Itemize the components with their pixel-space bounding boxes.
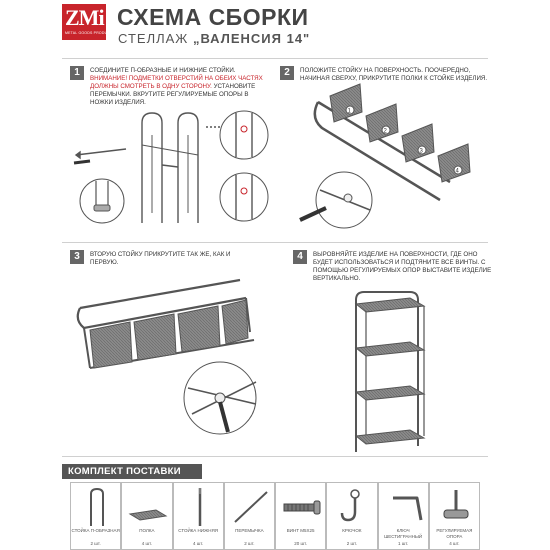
- kit-item-label: РЕГУЛИРУЕМАЯ ОПОРА: [436, 528, 473, 539]
- step-text: ВЫРОВНЯЙТЕ ИЗДЕЛИЕ НА ПОВЕРХНОСТИ, ГДЕ ОНО БУДЕТ ИСПОЛЬЗОВАТЬСЯ И ПОДТЯНИТЕ ВСЕ ВИНТЫ. С ПОМОЩЬЮ РЕГУЛИРУЕМЫХ ОПОР ВЫСТАВИТЕ ИЗДЕЛИЕ ВЕРТИКАЛЬНО.: [313, 251, 492, 282]
- step-number: 1: [70, 66, 84, 80]
- subtitle-prefix: СТЕЛЛАЖ: [118, 31, 189, 46]
- crossbar-icon: [229, 486, 273, 528]
- kit-item-shelf: [121, 482, 172, 550]
- kit-item-label: ПОЛКА: [139, 528, 155, 533]
- section-divider: [62, 242, 488, 243]
- shelf-panels: [330, 84, 470, 182]
- step-text: ВТОРУЮ СТОЙКУ ПРИКРУТИТЕ ТАК ЖЕ, КАК И ПЕРВУЮ.: [90, 251, 231, 266]
- kit-item-label: ВИНТ М5Х25: [286, 528, 315, 533]
- shelf-icon: [126, 486, 170, 528]
- step-1-text-b: УСТАНОВИТЕ ПЕРЕМЫЧКИ. ВКРУТИТЕ РЕГУЛИРУЕМЫЕ ОПОРЫ В НОЖКИ ИЗДЕЛИЯ.: [90, 83, 256, 106]
- kit-items: [70, 482, 480, 550]
- kit-item-label: КЛЮЧ ШЕСТИГРАННЫЙ: [384, 528, 423, 539]
- kit-item-adjustable-foot: [429, 482, 480, 550]
- subtitle-model: „ВАЛЕНСИЯ 14": [192, 31, 311, 46]
- step-1-warning: ВНИМАНИЕ! ПОДМЕТКИ ОТВЕРСТИЙ НА ОБЕИХ ЧАСТЯХ ДОЛЖНЫ СМОТРЕТЬ В ОДНУ СТОРОНУ.: [90, 75, 263, 90]
- shelf-label: 1: [347, 108, 351, 115]
- kit-item-hook: [326, 482, 377, 550]
- kit-item-qty: 2 шт.: [244, 541, 255, 546]
- screw-icon: [280, 486, 324, 528]
- kit-item-qty: 4 шт.: [193, 541, 204, 546]
- kit-item-label: СТОЙКА НИЖНЯЯ: [178, 528, 218, 533]
- header-divider: [62, 58, 488, 59]
- step-2-illustration: [290, 82, 485, 232]
- kit-title: КОМПЛЕКТ ПОСТАВКИ: [62, 464, 202, 479]
- page-subtitle: [118, 31, 310, 46]
- shelf-label: 3: [419, 148, 423, 155]
- kit-item-label: ПЕРЕМЫЧКА: [235, 528, 264, 533]
- shelf-label: 4: [455, 168, 459, 175]
- step-1-text-a: СОЕДИНИТЕ П-ОБРАЗНЫЕ И НИЖНИЕ СТОЙКИ.: [90, 67, 236, 74]
- kit-item-qty: 4 шт.: [141, 541, 152, 546]
- step-text: [90, 67, 270, 107]
- kit-item-label: КРЮЧОК: [342, 528, 362, 533]
- lower-post-icon: [178, 486, 222, 528]
- kit-item-hex-key: [378, 482, 429, 550]
- kit-item-crossbar: [224, 482, 275, 550]
- logo-text: ZMi: [65, 5, 104, 30]
- kit-item-qty: 4 шт.: [449, 541, 460, 546]
- header: [0, 0, 550, 58]
- step-number: 4: [293, 250, 307, 264]
- kit-item-u-post: [70, 482, 121, 550]
- kit-item-lower-post: [173, 482, 224, 550]
- hook-icon: [331, 486, 375, 528]
- step-text: ПОЛОЖИТЕ СТОЙКУ НА ПОВЕРХНОСТЬ. ПООЧЕРЕДНО, НАЧИНАЯ СВЕРХУ, ПРИКРУТИТЕ ПОЛКИ К СТОЙКЕ ИЗДЕЛИЯ.: [300, 67, 488, 82]
- shelf-label: 2: [383, 128, 387, 135]
- shelf-panels: [90, 300, 248, 368]
- zmi-logo: [62, 4, 120, 40]
- page-title: СХЕМА СБОРКИ: [117, 4, 309, 30]
- step-3-illustration: [70, 268, 270, 443]
- logo-subtext: METAL GOODS PRODUCTION: [65, 31, 120, 35]
- step-1-illustration: [66, 105, 271, 235]
- kit-item-qty: 20 шт.: [294, 541, 307, 546]
- kit-item-qty: 1 шт.: [398, 541, 409, 546]
- kit-item-label: СТОЙКА П-ОБРАЗНАЯ: [71, 528, 120, 533]
- step-number: 2: [280, 66, 294, 80]
- step-number: 3: [70, 250, 84, 264]
- kit-item-screw: [275, 482, 326, 550]
- kit-item-qty: 2 шт.: [90, 541, 101, 546]
- hex-key-icon: [383, 486, 427, 528]
- section-divider: [62, 456, 488, 457]
- kit-item-qty: 2 шт.: [346, 541, 357, 546]
- adjustable-foot-icon: [434, 486, 478, 528]
- step-4-illustration: [344, 286, 434, 456]
- u-post-icon: [75, 486, 119, 528]
